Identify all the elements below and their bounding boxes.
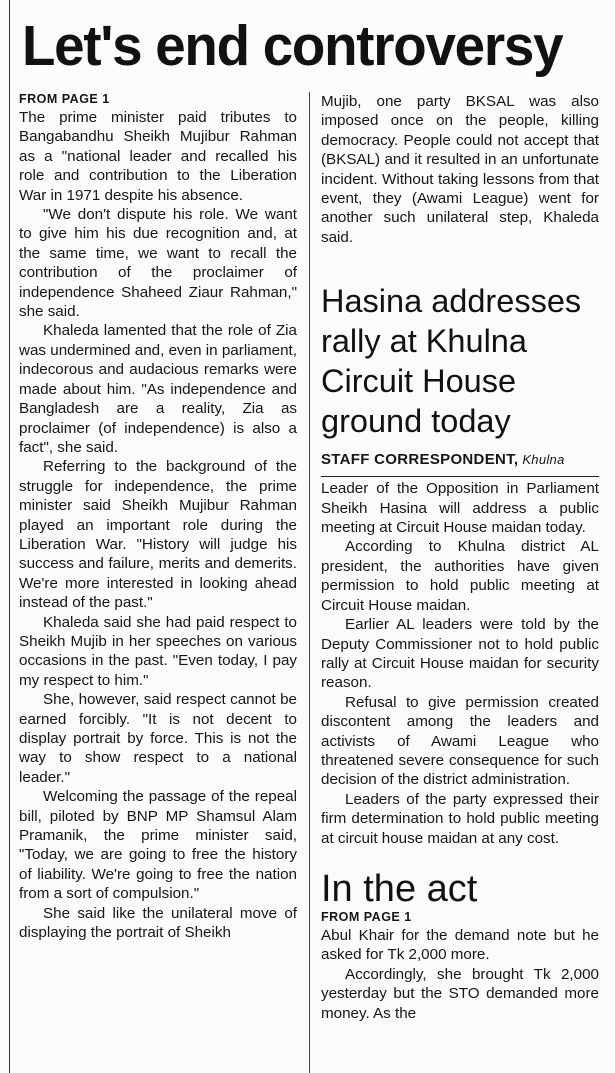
body-paragraph: "We don't dispute his role. We want to give him his due recognition and, at the same time, we want to recall the contribution of the proclaimer of independence Shaheed Ziaur Rahman," she said. [19, 206, 297, 321]
body-paragraph: The prime minister paid tributes to Bangabandhu Sheikh Mujibur Rahman as a "national leader and recalled his role and contribution to the Liberation War in 1971 despite his absence. [19, 109, 297, 204]
story-rule [321, 476, 599, 477]
body-paragraph: Khaleda lamented that the role of Zia was undermined and, even in parliament, indecorous and audacious remarks were made about him. "As independence and Bangladesh are a reality, Zia as proclaimer (of independence) is also a fact", she said. [19, 322, 297, 456]
from-page-kicker: FROM PAGE 1 [19, 92, 110, 106]
body-paragraph: She said like the unilateral move of displaying the portrait of Sheikh [19, 904, 297, 942]
byline-staff: STAFF CORRESPONDENT, [321, 451, 519, 469]
body-paragraph: Referring to the background of the struggle for independence, the prime minister said Sheikh Mujibur Rahman played an important role during the Liberation War. "History will judge his success and failure, merits and demerits. We're more interested in looking ahead instead of the past." [19, 458, 297, 612]
story2-paragraph: Leader of the Opposition in Parliament Sheikh Hasina will address a public meeting at Circuit House maidan today. [321, 480, 599, 537]
left-column [19, 92, 297, 1073]
story2-paragraph: According to Khulna district AL president, the authorities have given permission to hold public meeting at Circuit House maidan. [321, 538, 599, 614]
from-page-kicker: FROM PAGE 1 [321, 909, 412, 924]
story2-paragraph: Leaders of the party expressed their firm determination to hold public meeting at circuit house maidan at any cost. [321, 790, 599, 847]
byline-location: Khulna [522, 452, 565, 468]
byline [321, 451, 599, 468]
story-headline-hasina: Hasina addresses rally at Khulna Circuit House ground today [321, 283, 582, 440]
body-paragraph: Welcoming the passage of the repeal bill, piloted by BNP MP Shamsul Alam Pramanik, the prime minister said, "Today, we are going to free the history of liability. We're going to free the nation from a sort of compulsion." [19, 788, 297, 903]
body-paragraph: Khaleda said she had paid respect to Sheikh Mujib in her speeches on various occasions in the past. "Even today, I pay my respect to him." [19, 613, 297, 689]
body-paragraph: She, however, said respect cannot be earned forcibly. "It is not decent to display portrait by force. This is not the way to show respect to a national leader." [19, 691, 297, 786]
column-divider [309, 92, 310, 1073]
story2-paragraph: Earlier AL leaders were told by the Deputy Commissioner not to hold public rally at Circuit House maidan for security reason. [321, 616, 599, 692]
main-headline: Let's end controversy [22, 14, 563, 78]
story-headline-in-the-act: In the act [321, 867, 478, 910]
continuation-paragraph: Mujib, one party BKSAL was also imposed once on the people, killing democracy. People could not accept that (BKSAL) and it resulted in an unfortunate incident. Without taking lessons from that event, they (Awami League) went for another such unilateral step, Khaleda said. [321, 93, 599, 246]
story3-paragraph: Accordingly, she brought Tk 2,000 yesterday but the STO demanded more money. As the [321, 965, 599, 1022]
page-edge-rule [9, 0, 10, 1073]
story2-paragraph: Refusal to give permission created discontent among the leaders and activists of Awami League who threatened severe consequence for such decision of the district administration. [321, 693, 599, 789]
right-column [321, 92, 599, 1073]
story3-paragraph: Abul Khair for the demand note but he asked for Tk 2,000 more. [321, 926, 599, 964]
